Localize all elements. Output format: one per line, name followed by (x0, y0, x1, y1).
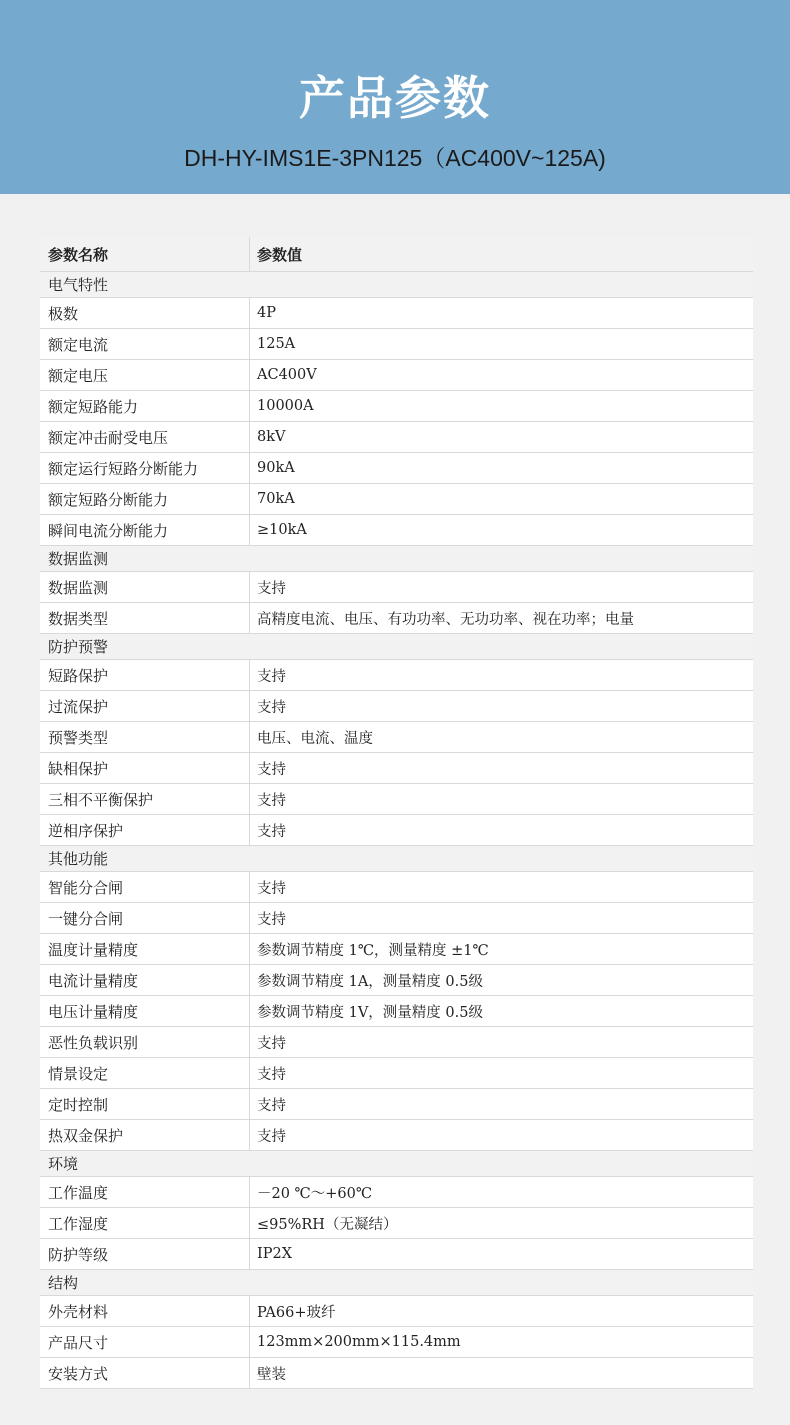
section-title: 其他功能 (48, 850, 109, 868)
param-value: 支持 (257, 880, 286, 897)
param-value: 支持 (257, 699, 286, 716)
table-row (40, 1208, 753, 1239)
table-row (40, 298, 753, 329)
section-row (40, 1151, 753, 1177)
table-row (40, 360, 753, 391)
param-name: 极数 (40, 298, 250, 328)
param-name: 工作湿度 (40, 1208, 250, 1238)
param-name: 产品尺寸 (40, 1327, 250, 1357)
param-name: 电压计量精度 (40, 996, 250, 1026)
param-value: 90kA (257, 460, 295, 476)
param-value: 电压、电流、温度 (257, 730, 373, 747)
param-name: 额定运行短路分断能力 (40, 453, 250, 483)
section-row (40, 272, 753, 298)
param-name: 过流保护 (40, 691, 250, 721)
param-value: 支持 (257, 761, 286, 778)
param-value: 4P (257, 305, 276, 321)
table-row (40, 572, 753, 603)
table-row (40, 996, 753, 1027)
param-value: IP2X (257, 1246, 293, 1262)
param-name: 安装方式 (40, 1358, 250, 1388)
section-title: 环境 (48, 1155, 79, 1173)
table-row (40, 603, 753, 634)
param-name: 额定电流 (40, 329, 250, 359)
table-row (40, 453, 753, 484)
param-name: 瞬间电流分断能力 (40, 515, 250, 545)
spec-table (40, 237, 753, 1389)
table-header-row (40, 237, 753, 272)
table-row (40, 815, 753, 846)
param-value: 支持 (257, 1128, 286, 1145)
param-name: 额定短路能力 (40, 391, 250, 421)
param-name: 热双金保护 (40, 1120, 250, 1150)
param-value: 支持 (257, 1035, 286, 1052)
param-value: 支持 (257, 1066, 286, 1083)
param-value: 参数调节精度 1A，测量精度 0.5级 (257, 973, 483, 990)
table-row (40, 784, 753, 815)
table-row (40, 391, 753, 422)
param-name: 额定电压 (40, 360, 250, 390)
table-row (40, 1120, 753, 1151)
table-row (40, 872, 753, 903)
section-title: 电气特性 (48, 276, 109, 294)
param-value: 支持 (257, 580, 286, 597)
param-name: 短路保护 (40, 660, 250, 690)
param-name: 预警类型 (40, 722, 250, 752)
param-value: 壁装 (257, 1366, 286, 1383)
param-name: 逆相序保护 (40, 815, 250, 845)
section-row (40, 546, 753, 572)
table-row (40, 934, 753, 965)
table-row (40, 1296, 753, 1327)
param-name: 智能分合闸 (40, 872, 250, 902)
banner (0, 0, 790, 194)
param-name: 外壳材料 (40, 1296, 250, 1326)
param-name: 定时控制 (40, 1089, 250, 1119)
table-row (40, 1027, 753, 1058)
param-value: ≥10kA (257, 522, 307, 538)
param-name: 缺相保护 (40, 753, 250, 783)
section-row (40, 1270, 753, 1296)
param-value: 支持 (257, 792, 286, 809)
param-value: 支持 (257, 1097, 286, 1114)
param-name: 情景设定 (40, 1058, 250, 1088)
table-row (40, 1089, 753, 1120)
param-value: 参数调节精度 1℃，测量精度 ±1℃ (257, 942, 489, 959)
param-value: 支持 (257, 668, 286, 685)
section-title: 防护预警 (48, 638, 109, 656)
table-row (40, 753, 753, 784)
table-row (40, 1058, 753, 1089)
param-value: ≤95%RH（无凝结） (257, 1216, 398, 1233)
table-row (40, 965, 753, 996)
table-row (40, 422, 753, 453)
param-value: 支持 (257, 823, 286, 840)
param-value: 125A (257, 336, 296, 352)
param-value: 参数调节精度 1V，测量精度 0.5级 (257, 1004, 483, 1021)
param-value: 70kA (257, 491, 295, 507)
header-param-name: 参数名称 (40, 237, 250, 271)
table-row (40, 691, 753, 722)
table-row (40, 1239, 753, 1270)
table-row (40, 484, 753, 515)
param-name: 电流计量精度 (40, 965, 250, 995)
page-title: 产品参数 (299, 71, 491, 125)
table-row (40, 1177, 753, 1208)
param-name: 数据类型 (40, 603, 250, 633)
section-title: 结构 (48, 1274, 79, 1292)
table-row (40, 660, 753, 691)
param-value: 123mm×200mm×115.4mm (257, 1334, 461, 1350)
table-row (40, 903, 753, 934)
param-name: 工作温度 (40, 1177, 250, 1207)
param-name: 一键分合闸 (40, 903, 250, 933)
table-row (40, 1358, 753, 1389)
param-value: 10000A (257, 398, 314, 414)
param-name: 恶性负载识别 (40, 1027, 250, 1057)
param-name: 温度计量精度 (40, 934, 250, 964)
table-row (40, 329, 753, 360)
param-name: 防护等级 (40, 1239, 250, 1269)
param-value: PA66+玻纤 (257, 1304, 336, 1321)
table-row (40, 1327, 753, 1358)
table-row (40, 722, 753, 753)
section-row (40, 634, 753, 660)
table-row (40, 515, 753, 546)
param-name: 数据监测 (40, 572, 250, 602)
product-model: DH-HY-IMS1E-3PN125（AC400V~125A) (184, 145, 606, 171)
param-value: 支持 (257, 911, 286, 928)
section-row (40, 846, 753, 872)
param-value: AC400V (257, 367, 317, 383)
param-value: 高精度电流、电压、有功功率、无功功率、视在功率；电量 (257, 611, 634, 628)
header-param-value: 参数值 (257, 245, 303, 264)
param-name: 额定短路分断能力 (40, 484, 250, 514)
param-name: 三相不平衡保护 (40, 784, 250, 814)
param-name: 额定冲击耐受电压 (40, 422, 250, 452)
param-value: 8kV (257, 429, 286, 445)
param-value: －20 ℃～+60℃ (257, 1185, 373, 1202)
section-title: 数据监测 (48, 550, 109, 568)
